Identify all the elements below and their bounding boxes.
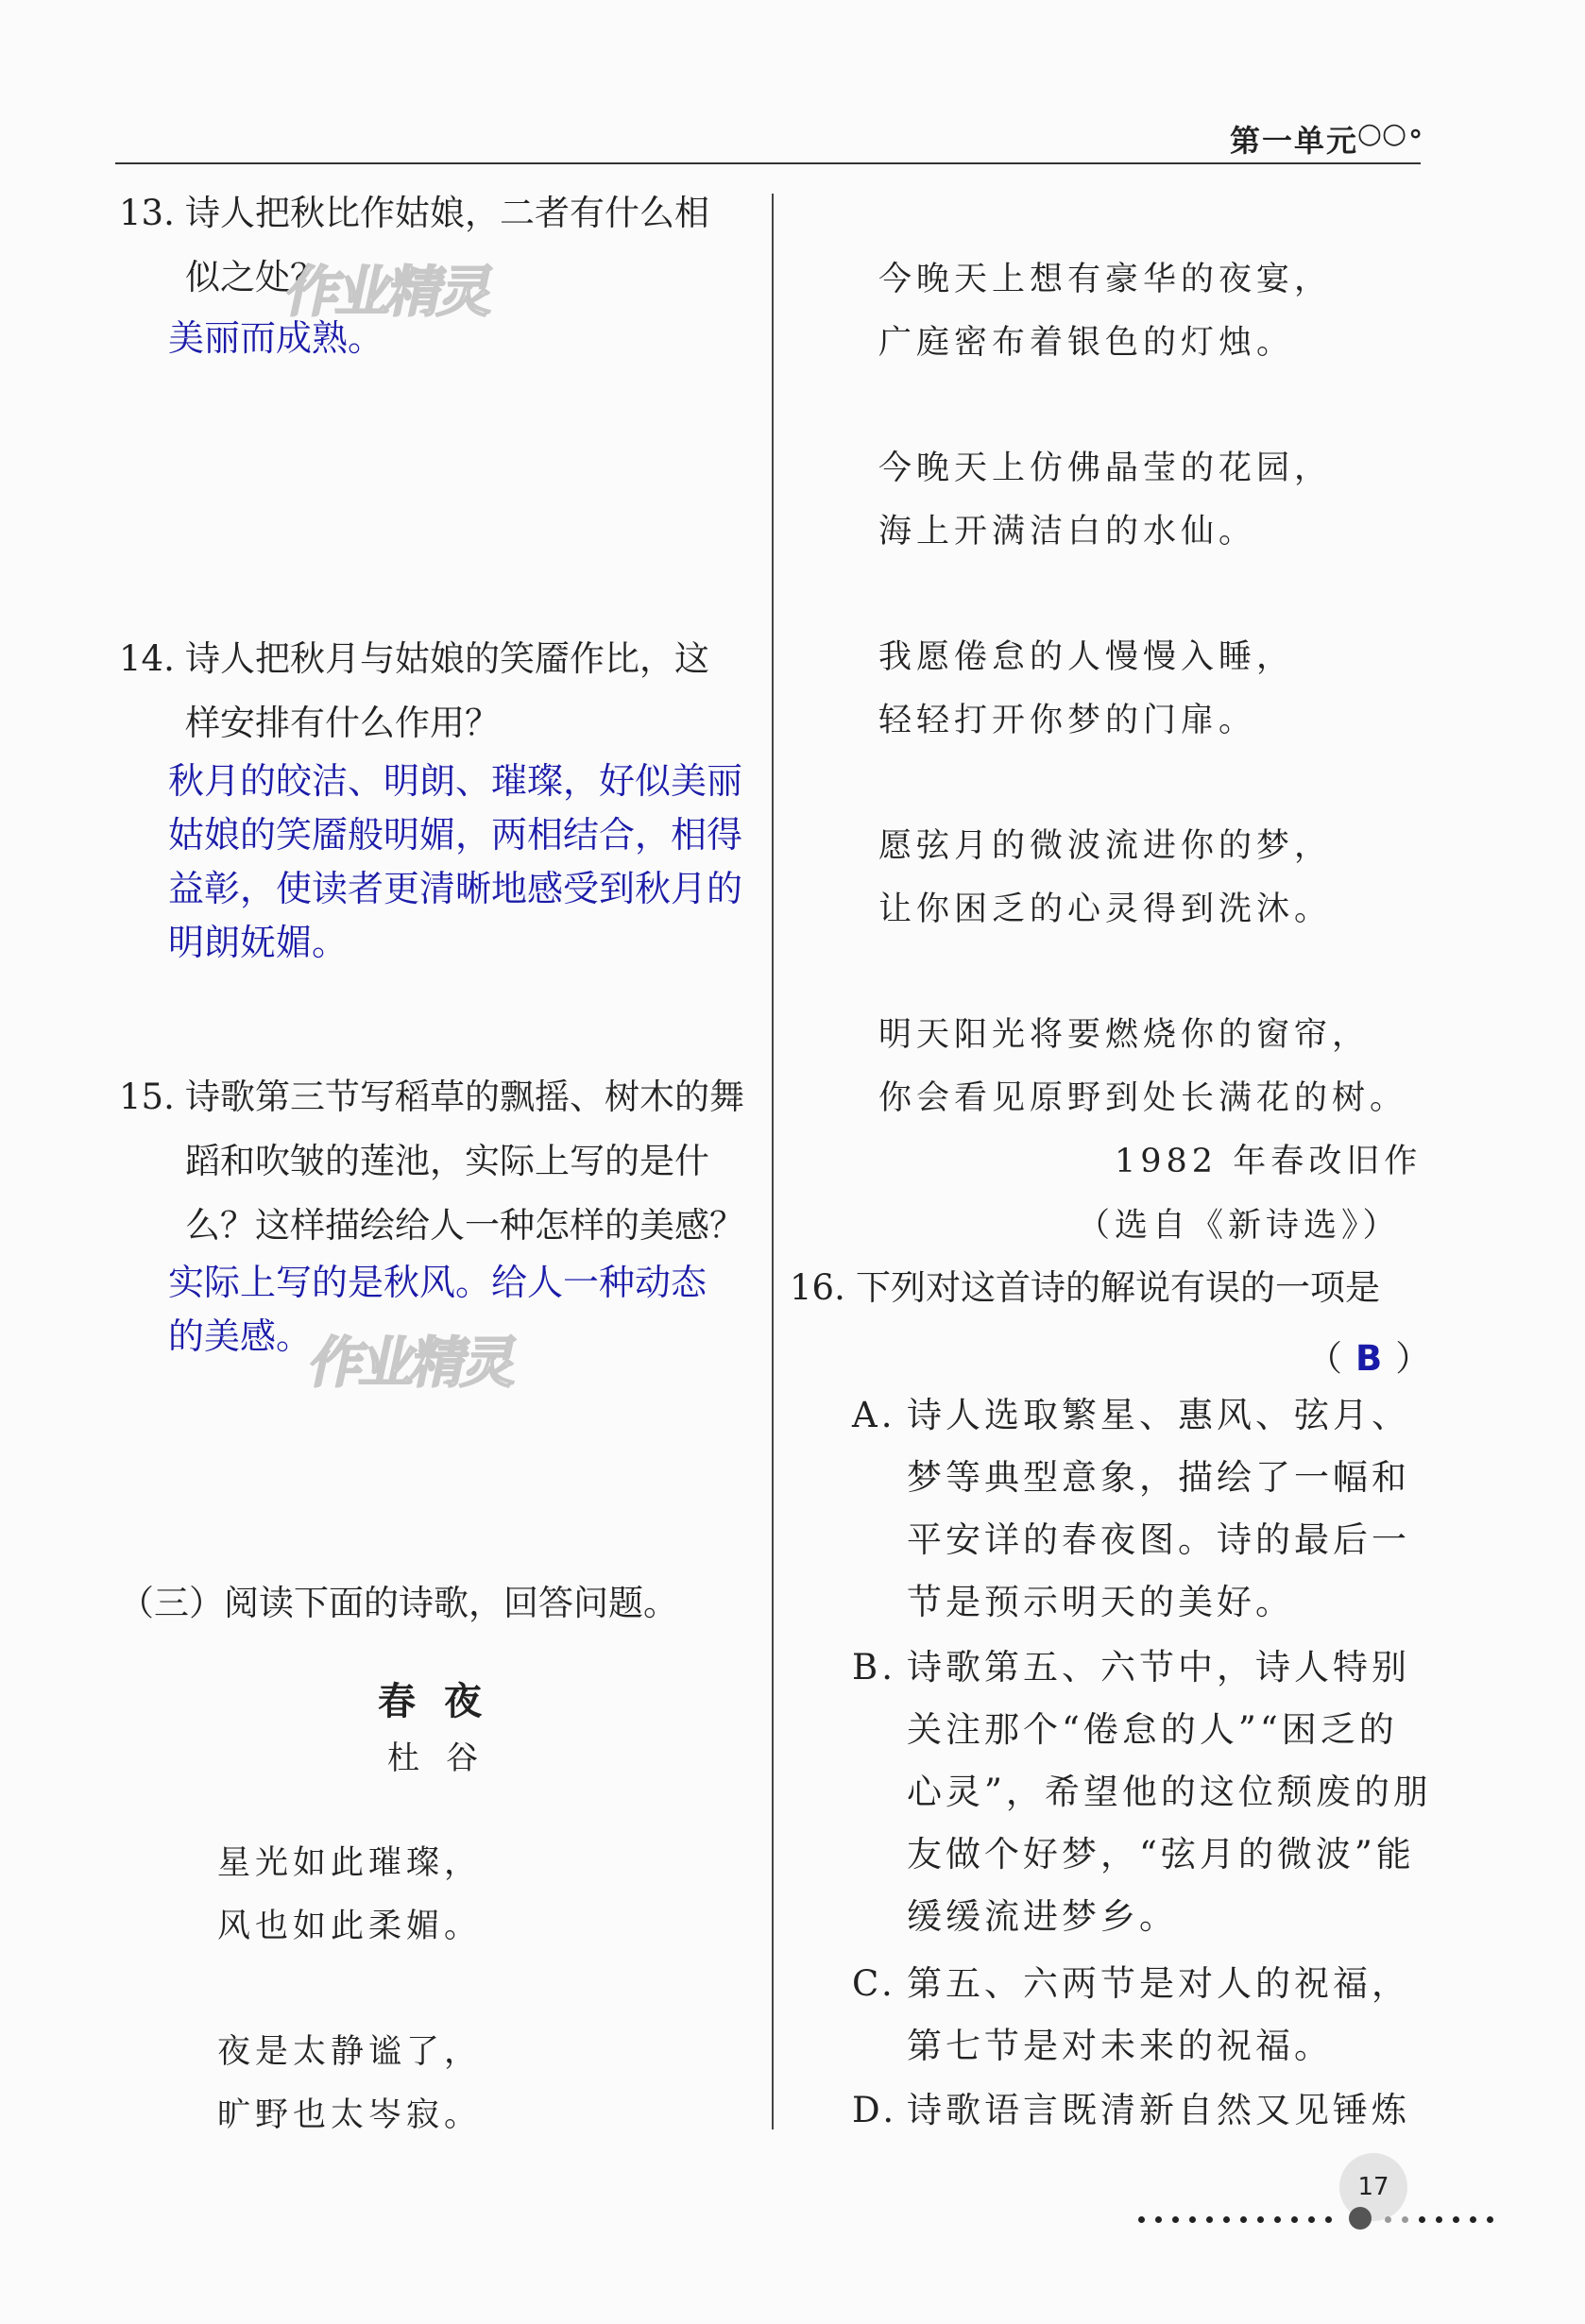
option-b: B. 诗歌第五、六节中，诗人特别 关注那个“倦怠的人”“困乏的 心灵”，希望他的这位颓废的朋 友做个好梦，“弦月的微波”能 缓缓流进梦乡。 [852,1637,1438,1948]
footer-circle-icon [1349,2207,1372,2230]
option-d: D. 诗歌语言既清新自然又见锤炼 [852,2079,1438,2142]
poem-line: 旷野也太岑寂。 [217,2096,483,2134]
poem-line: 今晚天上想有豪华的夜宴， [878,261,1333,298]
question-number: 14. [119,638,175,679]
poem-line: 今晚天上仿佛晶莹的花园， [878,450,1333,487]
question-text: 样安排有什么作用？ [185,703,500,743]
poem-line: 轻轻打开你梦的门扉。 [878,702,1257,739]
question-text: 诗歌第三节写稻草的飘摇、树木的舞 [185,1077,744,1117]
poem-line: 你会看见原野到处长满花的树。 [878,1079,1408,1117]
poem-author: 杜谷 [387,1739,504,1777]
footer-dots-left [1138,2216,1332,2224]
option-label: B. [852,1647,896,1688]
question-text: 蹈和吹皱的莲池，实际上写的是什 [185,1141,709,1181]
poem-line: 让你困乏的心灵得到洗沐。 [878,891,1333,928]
question-text: 诗人把秋比作姑娘，二者有什么相 [185,193,709,233]
poem-title: 春夜 [378,1679,510,1723]
answer-line: 姑娘的笑靥般明媚，两相结合，相得 [168,814,743,856]
date-note: 1982 年春改旧作 [1115,1143,1423,1180]
answer-13: 美丽而成熟。 [168,317,384,359]
section-heading: （三）阅读下面的诗歌，回答问题。 [119,1583,678,1623]
unit-dots-icon: ○○∘ [1356,117,1424,150]
answer-line: 实际上写的是秋风。给人一种动态 [168,1262,707,1303]
page-number: 17 [1339,2153,1407,2221]
option-c: C. 第五、六两节是对人的祝福， 第七节是对未来的祝福。 [852,1953,1438,2078]
question-text: 诗人把秋月与姑娘的笑靥作比，这 [185,638,709,679]
poem-line: 海上开满洁白的水仙。 [878,513,1257,551]
option-label: D. [852,2090,898,2130]
watermark: 作业精灵 [303,1331,522,1395]
question-14 [119,627,771,755]
question-text: 下列对这首诗的解说有误的一项是 [856,1267,1380,1308]
answer-14 [168,755,742,970]
poem-line: 我愿倦怠的人慢慢入睡， [878,638,1295,676]
source-note: （选自《新诗选》） [1077,1207,1401,1245]
answer-16: B [1355,1338,1383,1379]
question-number: 15. [119,1077,175,1117]
question-number: 16. [790,1267,845,1308]
poem-line: 风也如此柔媚。 [217,1908,483,1945]
answer-line: 的美感。 [168,1315,313,1357]
poem-line: 广庭密布着银色的灯烛。 [878,324,1295,362]
option-label: A. [852,1395,896,1435]
poem-line: 愿弦月的微波流进你的梦， [878,827,1333,865]
answer-line: 明朗妩媚。 [168,922,349,963]
answer-bracket: （ B ） [1307,1338,1431,1379]
answer-line: 益彰，使读者更清晰地感受到秋月的 [168,868,743,909]
answer-line: 秋月的皎洁、明朗、璀璨，好似美丽 [168,760,743,802]
option-label: C. [852,1963,896,2004]
watermark: 作业精灵 [280,260,499,324]
question-16 [790,1256,1432,1320]
column-divider [772,194,774,2129]
footer-dots-right [1385,2216,1493,2224]
question-15 [119,1065,771,1258]
question-number: 13. [119,193,175,233]
question-text: 么？这样描绘给人一种怎样的美感？ [185,1205,744,1246]
poem-line: 明天阳光将要燃烧你的窗帘， [878,1016,1371,1054]
question-text: 似之处？ [185,257,325,297]
unit-title: 第一单元 [1229,123,1358,159]
option-a: A. 诗人选取繁星、惠风、弦月、 梦等典型意象，描绘了一幅和 平安详的春夜图。诗的最后一 节是预示明天的美好。 [852,1384,1438,1634]
poem-line: 星光如此璀璨， [217,1844,483,1882]
poem-line: 夜是太静谧了， [217,2033,483,2071]
header-rule [115,162,1421,164]
